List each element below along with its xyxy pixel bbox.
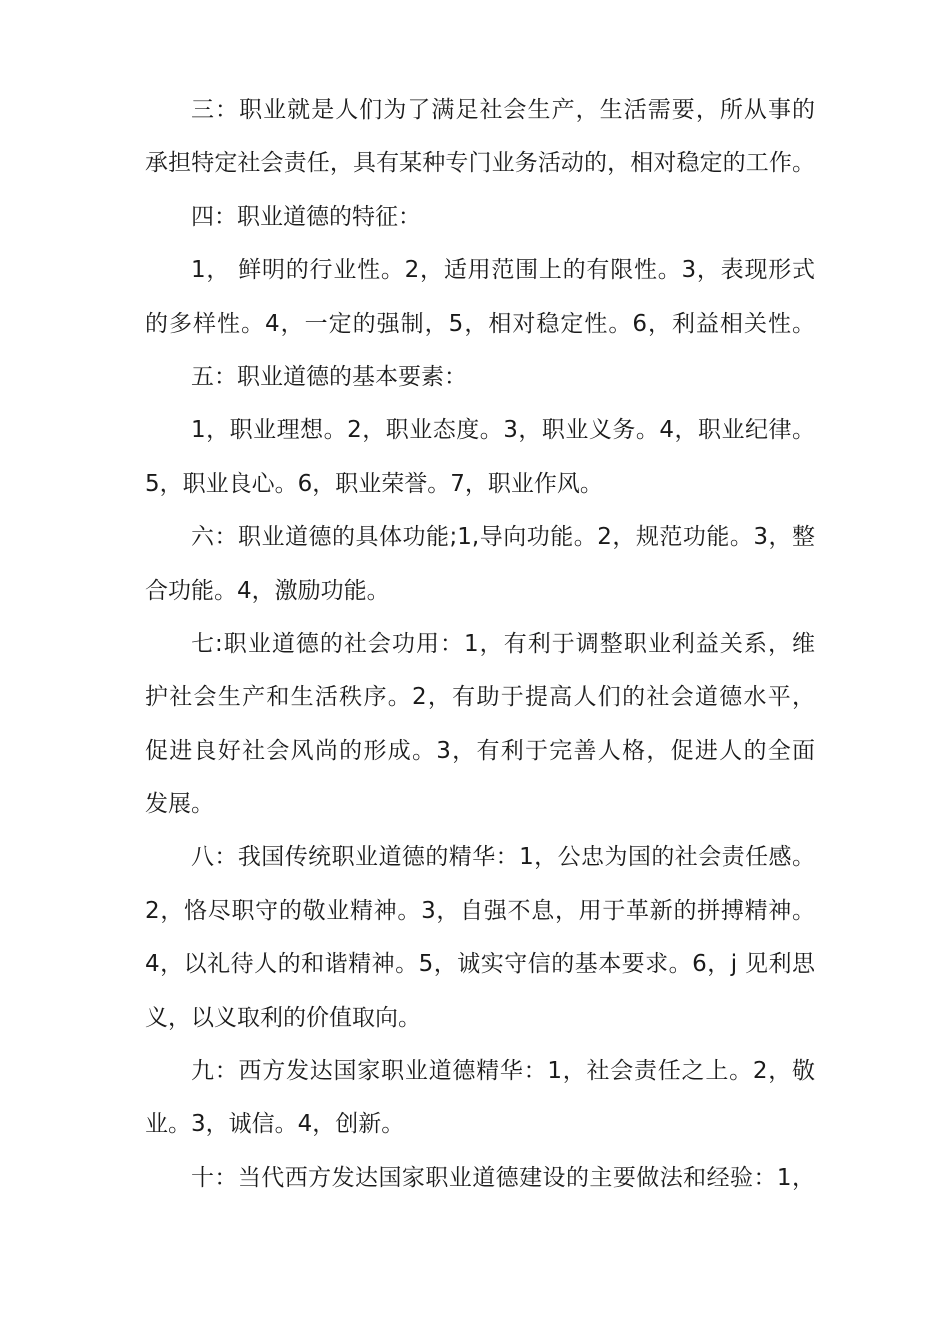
text-line: 九：西方发达国家职业道德精华：1，社会责任之上。2，敬 <box>191 1058 815 1085</box>
text-line: 的多样性。4，一定的强制，5，相对稳定性。6，利益相关性。 <box>145 310 815 337</box>
text-line: 1，职业理想。2，职业态度。3，职业义务。4，职业纪律。 <box>191 417 815 444</box>
text-line: 四：职业道德的特征： <box>191 203 421 230</box>
text-line: 五：职业道德的基本要素： <box>191 363 467 390</box>
text-line: 发展。 <box>145 791 214 818</box>
text-line: 业。3，诚信。4，创新。 <box>145 1111 405 1138</box>
text-line: 5，职业良心。6，职业荣誉。7，职业作风。 <box>145 470 603 497</box>
text-line: 促进良好社会风尚的形成。3，有利于完善人格，促进人的全面 <box>145 737 815 764</box>
text-line: 4，以礼待人的和谐精神。5，诚实守信的基本要求。6，j 见利思 <box>145 951 815 978</box>
document-body <box>145 84 815 1205</box>
text-line: 合功能。4，激励功能。 <box>145 577 390 604</box>
text-line: 六：职业道德的具体功能;1,导向功能。2，规范功能。3，整 <box>191 524 815 551</box>
text-line: 承担特定社会责任，具有某种专门业务活动的，相对稳定的工作。 <box>145 150 815 177</box>
text-line: 七:职业道德的社会功用：1，有利于调整职业利益关系，维 <box>191 630 815 657</box>
text-line: 2，恪尽职守的敬业精神。3，自强不息，用于革新的拼搏精神。 <box>145 897 815 924</box>
text-line: 1， 鲜明的行业性。2，适用范围上的有限性。3，表现形式 <box>191 257 815 284</box>
text-line: 八：我国传统职业道德的精华：1，公忠为国的社会责任感。 <box>191 844 815 871</box>
text-line: 护社会生产和生活秩序。2，有助于提高人们的社会道德水平， <box>145 684 815 711</box>
text-line: 义，以义取利的价值取向。 <box>145 1004 421 1031</box>
text-line: 十：当代西方发达国家职业道德建设的主要做法和经验：1， <box>191 1164 815 1191</box>
text-line: 三：职业就是人们为了满足社会生产，生活需要，所从事的 <box>191 97 815 123</box>
